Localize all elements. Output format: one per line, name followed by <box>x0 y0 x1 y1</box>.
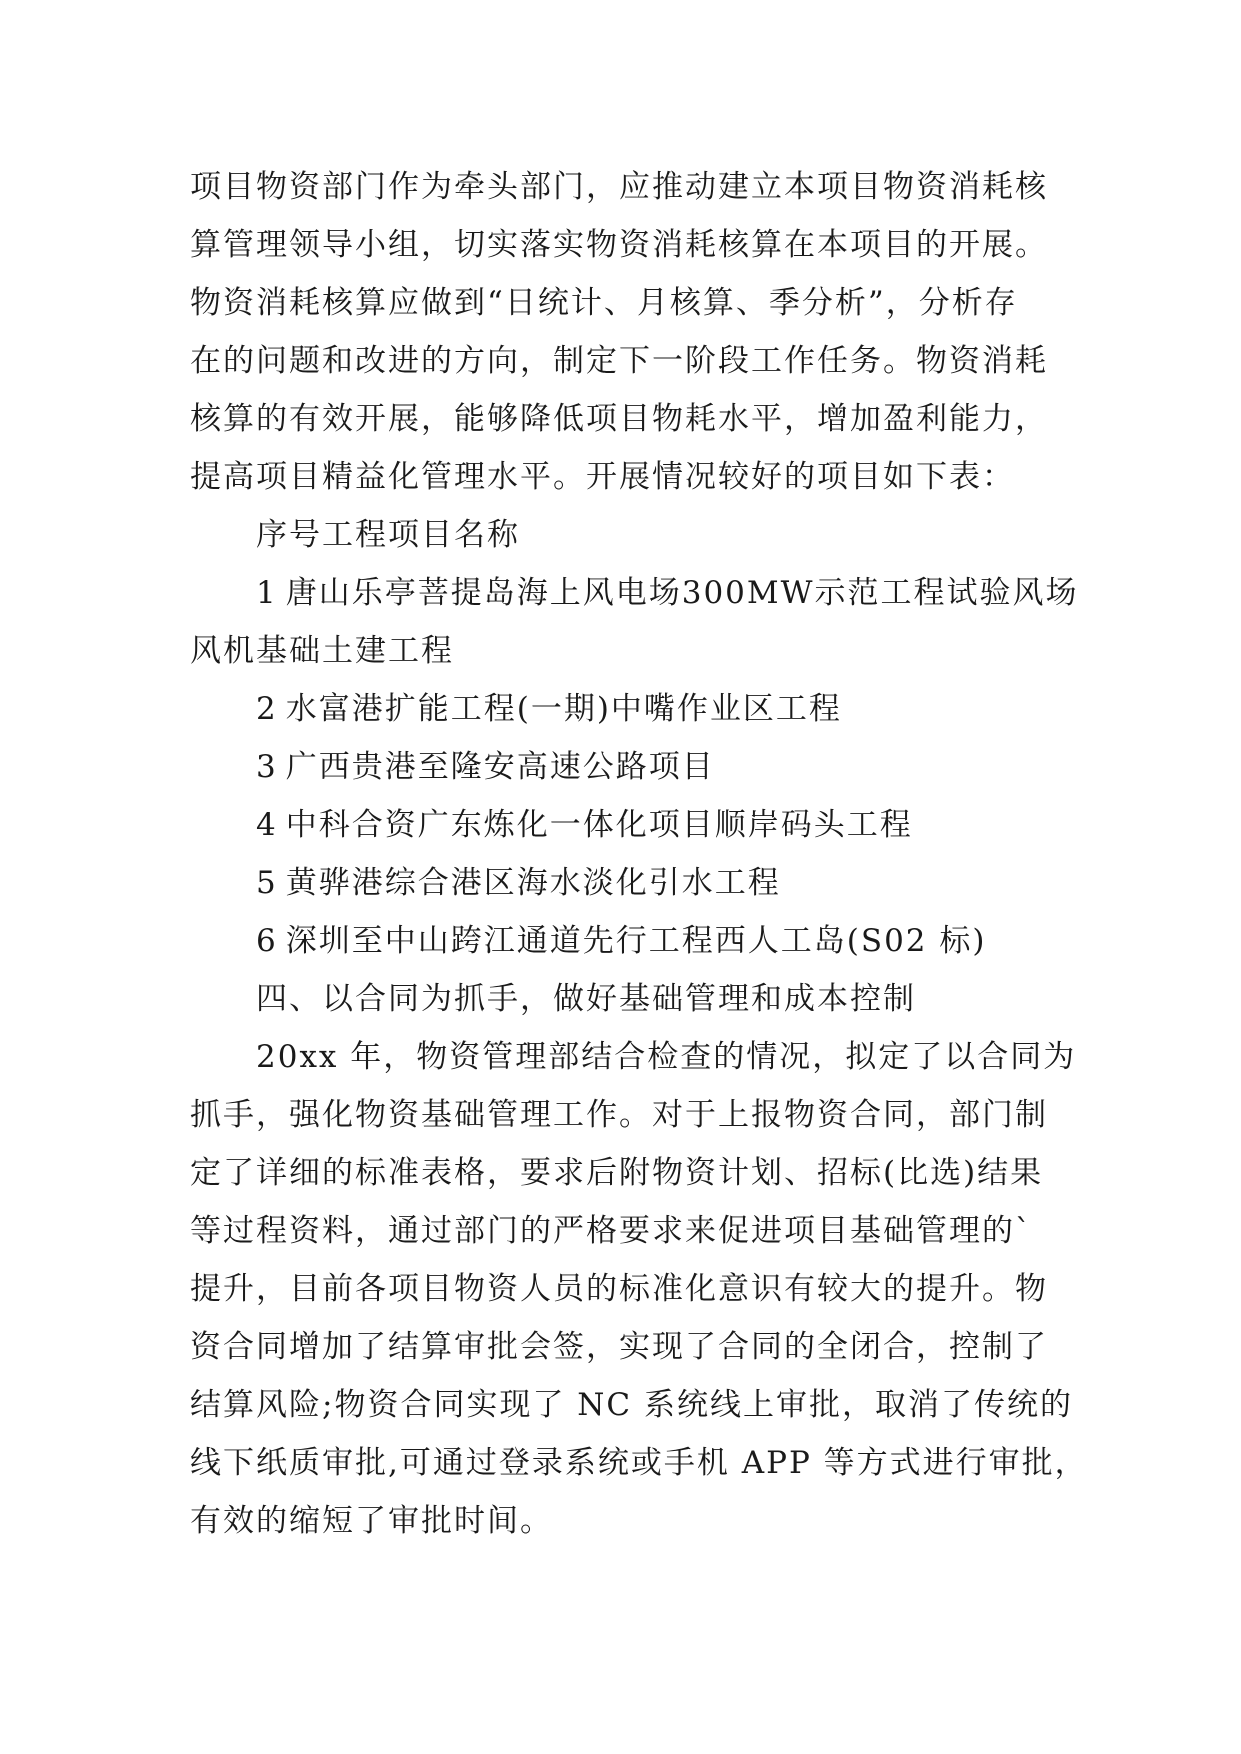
row-project-name: 水富港扩能工程(一期)中嘴作业区工程 <box>285 691 842 727</box>
text-line: 定了详细的标准表格，要求后附物资计划、招标(比选)结果 <box>190 1155 1044 1191</box>
text-line: 20xx 年，物资管理部结合检查的情况，拟定了以合同为 <box>256 1039 1077 1075</box>
text-line: 提升，目前各项目物资人员的标准化意识有较大的提升。物 <box>190 1271 1048 1307</box>
text-line: 等过程资料，通过部门的严格要求来促进项目基础管理的` <box>190 1213 1033 1249</box>
row-project-name: 唐山乐亭菩提岛海上风电场300MW示范工程试验风场 <box>285 575 1079 611</box>
text-line: 线下纸质审批,可通过登录系统或手机 APP 等方式进行审批， <box>190 1445 1088 1481</box>
table-row <box>190 738 1070 796</box>
project-table <box>190 506 1079 970</box>
text-line: 项目物资部门作为牵头部门，应推动建立本项目物资消耗核 <box>190 169 1048 205</box>
section-heading: 四、以合同为抓手，做好基础管理和成本控制 <box>256 981 916 1017</box>
row-project-name: 黄骅港综合港区海水淡化引水工程 <box>285 865 781 901</box>
table-header: 序号工程项目名称 <box>256 517 520 553</box>
text-line: 资合同增加了结算审批会签，实现了合同的全闭合，控制了 <box>190 1329 1048 1365</box>
text-line: 抓手，强化物资基础管理工作。对于上报物资合同，部门制 <box>190 1097 1048 1133</box>
text-line: 有效的缩短了审批时间。 <box>190 1503 553 1539</box>
text-line: 物资消耗核算应做到“日统计、月核算、季分析”，分析存 <box>190 285 1018 321</box>
row-number: 3 <box>256 749 278 785</box>
text-line: 在的问题和改进的方向，制定下一阶段工作任务。物资消耗 <box>190 343 1048 379</box>
paragraph-contract-management <box>190 1028 1088 1550</box>
text-line: 结算风险;物资合同实现了 NC 系统线上审批，取消了传统的 <box>190 1387 1073 1423</box>
row-project-name: 深圳至中山跨江通道先行工程西人工岛(S02 标) <box>285 923 987 959</box>
row-project-name: 中科合资广东炼化一体化项目顺岸码头工程 <box>285 807 913 843</box>
row-number: 2 <box>256 691 278 727</box>
table-row <box>190 854 1070 912</box>
text-line: 提高项目精益化管理水平。开展情况较好的项目如下表： <box>190 459 1015 495</box>
document-page <box>190 158 1088 1550</box>
row-number: 1 <box>256 575 278 611</box>
table-row <box>190 564 1079 680</box>
table-row <box>190 796 1070 854</box>
table-row <box>190 912 1070 970</box>
table-row <box>190 680 1070 738</box>
row-number: 6 <box>256 923 278 959</box>
row-number: 5 <box>256 865 278 901</box>
text-line: 核算的有效开展，能够降低项目物耗水平，增加盈利能力， <box>190 401 1048 437</box>
row-number: 4 <box>256 807 278 843</box>
text-line: 算管理领导小组，切实落实物资消耗核算在本项目的开展。 <box>190 227 1048 263</box>
row-project-name-continued: 风机基础土建工程 <box>190 633 454 669</box>
paragraph-material-accounting <box>190 158 1070 506</box>
row-project-name: 广西贵港至隆安高速公路项目 <box>285 749 715 785</box>
